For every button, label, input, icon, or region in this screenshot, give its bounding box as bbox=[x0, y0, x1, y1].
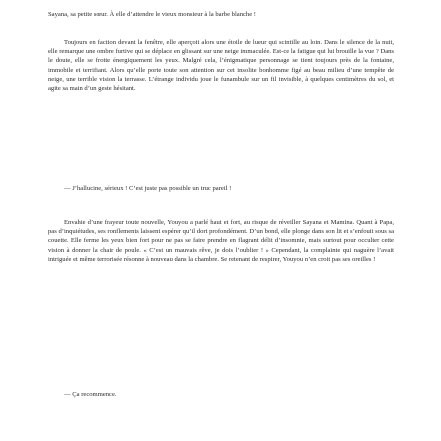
dialogue-hallucination bbox=[48, 184, 394, 193]
paragraph-window-vision bbox=[48, 38, 394, 93]
paragraph-text: Sayana, sa petite sœur. À elle d’attendre le vieux monsieur à la barbe blanche ! bbox=[48, 11, 256, 18]
paragraph-intro bbox=[48, 10, 394, 19]
dialogue-text: — Ça recommence. bbox=[64, 391, 117, 398]
paragraph-fear bbox=[48, 218, 394, 264]
dialogue-again bbox=[48, 390, 394, 399]
paragraph-text: Toujours en faction devant la fenêtre, elle aperçoit alors une étoile de lueur qui scintille au loin. Dans le silence de la nuit, elle remarque une ombre furtive qui se déplace en glissant sur une neige immaculée. Est-ce la fatigue qui lui brouille la vue ? Dans le doute, elle se frotte énergiquement les yeux. Malgré cela, l’énigmatique personnage se tient toujours près de la fontaine, immobile et terrifiant. Alors qu’elle porte toute son attention sur cet insolite bonhomme figé au beau milieu d’une tempête de neige, une terrible vision la terrasse. L’étrange individu joue le funambule sur un fil invisible, à quelques centimètres du sol, et agite sa main d’un geste hésitant. bbox=[48, 39, 394, 93]
dialogue-text: — J’hallucine, sérieux ! C’est juste pas possible un truc pareil ! bbox=[64, 185, 232, 192]
paragraph-text: Envahie d’une frayeur toute nouvelle, Youyou a parlé haut et fort, au risque de réveiller Sayana et Mamina. Quant à Papa, pas d’inquiétudes, ses ronflements laissent espérer qu’il dort profondément. D’un bond, elle plonge dans son lit et s’enfouit sous sa couette. Elle ferme les yeux bien fort pour ne pas se faire prendre en flagrant délit d’insomnie, mais surtout pour occulter cette vision à donner la chair de poule. « C’est un mauvais rêve, je dois l’oublier ! » Cependant, la complainte qui naguère l’avait intriguée et même terrorisée résonne à nouveau dans la chambre. Se retenant de respirer, Youyou n’en croit pas ses oreilles ! bbox=[48, 219, 394, 263]
